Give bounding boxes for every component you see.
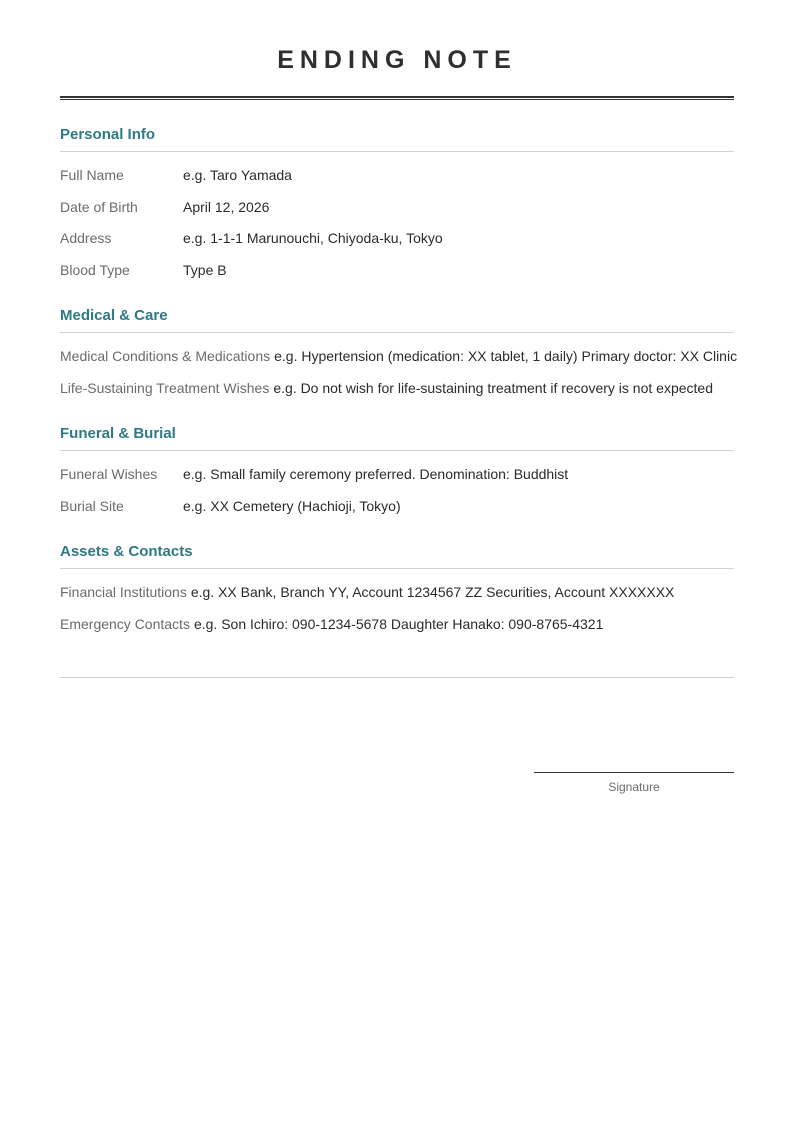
field-label: Date of Birth — [60, 198, 138, 215]
section-personal-info — [60, 126, 734, 286]
section-funeral-burial — [60, 425, 734, 522]
field-label: Life-Sustaining Treatment Wishes — [60, 379, 270, 396]
field-funeral-wishes — [60, 459, 734, 491]
field-life-sustaining-treatment — [60, 373, 734, 405]
field-value: e.g. Hypertension (medication: XX tablet, 1 daily) Primary doctor: XX Clinic — [274, 348, 738, 364]
field-value: e.g. XX Bank, Branch YY, Account 1234567 ZZ Securities, Account XXXXXXX — [190, 584, 675, 600]
field-label: Burial Site — [60, 497, 124, 514]
field-financial-institutions — [60, 577, 734, 609]
field-burial-site — [60, 491, 734, 523]
page-title: ENDING NOTE — [277, 46, 517, 74]
field-label: Medical Conditions & Medications — [60, 348, 271, 364]
field-value: e.g. Small family ceremony preferred. Denomination: Buddhist — [183, 466, 569, 482]
field-date-of-birth — [60, 192, 734, 224]
field-value: April 12, 2026 — [183, 198, 270, 215]
field-label: Financial Institutions — [60, 584, 187, 600]
field-value: e.g. Son Ichiro: 090-1234-5678 Daughter Hanako: 090-8765-4321 — [193, 615, 604, 632]
field-label: Full Name — [60, 167, 124, 183]
signature-label: Signature — [608, 780, 660, 794]
section-heading: Funeral & Burial — [60, 425, 734, 451]
ending-note-page — [60, 0, 738, 794]
field-emergency-contacts — [60, 609, 734, 641]
field-blood-type — [60, 255, 734, 287]
field-address — [60, 223, 734, 255]
field-label: Funeral Wishes — [60, 466, 158, 482]
title-divider — [60, 96, 734, 100]
signature-line — [534, 772, 734, 773]
field-value: Type B — [183, 261, 227, 278]
section-medical-care — [60, 307, 738, 404]
section-heading: Assets & Contacts — [60, 543, 734, 569]
field-value: e.g. Taro Yamada — [183, 167, 292, 183]
field-label: Blood Type — [60, 261, 130, 278]
field-value: e.g. 1-1-1 Marunouchi, Chiyoda-ku, Tokyo — [183, 230, 443, 246]
section-heading: Medical & Care — [60, 307, 734, 333]
section-heading: Personal Info — [60, 126, 734, 152]
field-medical-conditions — [60, 341, 738, 373]
field-label: Address — [60, 230, 112, 246]
field-value: e.g. Do not wish for life-sustaining treatment if recovery is not expected — [273, 379, 713, 396]
section-assets-contacts — [60, 543, 734, 640]
closing-divider — [60, 677, 734, 678]
field-label: Emergency Contacts — [60, 615, 190, 632]
field-full-name — [60, 160, 734, 192]
field-value: e.g. XX Cemetery (Hachioji, Tokyo) — [183, 497, 401, 514]
